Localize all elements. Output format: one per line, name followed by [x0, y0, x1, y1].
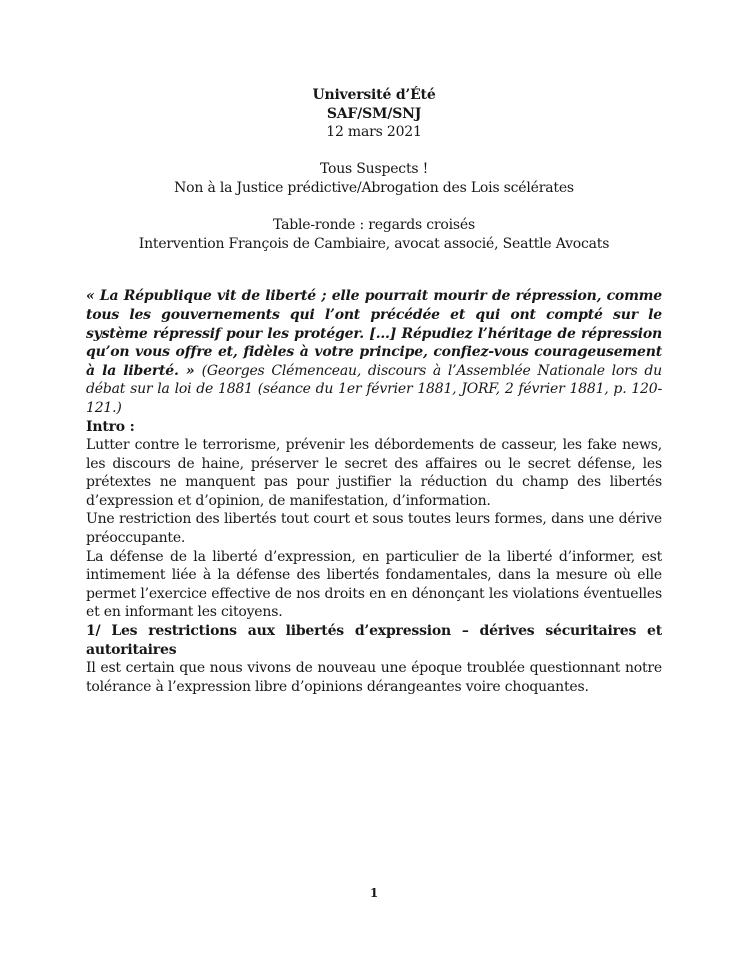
subject-block — [86, 160, 662, 197]
quote-attribution: (Georges Clémenceau, discours à l’Assemblée Nationale lors du débat sur la loi de 1881 (séance du 1er février 1881, JORF, 2 février 1881, p. 120-121.) — [86, 362, 662, 416]
document-date: 12 mars 2021 — [326, 124, 422, 141]
intro-label: Intro : — [86, 418, 135, 435]
intro-paragraph-1: Lutter contre le terrorisme, prévenir les débordements de casseur, les fake news, les discours de haine, préserver le secret des affaires ou le secret défense, les prétextes ne manquent pas pour justifier la réduction du champ des libertés d’expression et d’opinion, de manifestation, d’information. — [86, 437, 662, 509]
page-footer — [0, 884, 748, 903]
intro-paragraph-3: La défense de la liberté d’expression, en particulier de la liberté d’informer, est intimement liée à la défense des libertés fondamentales, dans la mesure où elle permet l’exercice effective de nos droits en en dénonçant les violations éventuelles et en informant les citoyens. — [86, 548, 662, 621]
epigraph-quote — [86, 287, 662, 417]
section-1-paragraph: Il est certain que nous vivons de nouveau une époque troublée questionnant notre tolérance à l’expression libre d’opinions dérangeantes voire choquantes. — [86, 660, 662, 695]
org-title: Université d’Été — [312, 87, 436, 103]
intro-paragraph-2: Une restriction des libertés tout court et sous toutes leurs formes, dans une dérive préoccupante. — [86, 511, 662, 547]
event-type: Table-ronde : regards croisés — [273, 217, 475, 234]
org-acronyms: SAF/SM/SNJ — [326, 105, 422, 122]
section-1-heading: 1/ Les restrictions aux libertés d’expression – dérives sécuritaires et autoritaires — [86, 623, 662, 658]
event-block — [86, 216, 662, 253]
speaker-line: Intervention François de Cambiaire, avocat associé, Seattle Avocats — [138, 235, 610, 252]
subject-title: Tous Suspects ! — [319, 161, 429, 178]
document-header — [86, 86, 662, 142]
subject-subtitle: Non à la Justice prédictive/Abrogation des Lois scélérates — [174, 179, 574, 196]
page-number: 1 — [369, 886, 379, 900]
quote-text: « La République vit de liberté ; elle pourrait mourir de répression, comme tous les gouvernements qui l’ont précédée et qui ont compté sur le système répressif pour les protéger. [...] Répudiez l’héritage de répression qu’on vous offre et, fidèles à votre principe, confiez-vous courageusement à la liberté. » — [86, 288, 662, 379]
